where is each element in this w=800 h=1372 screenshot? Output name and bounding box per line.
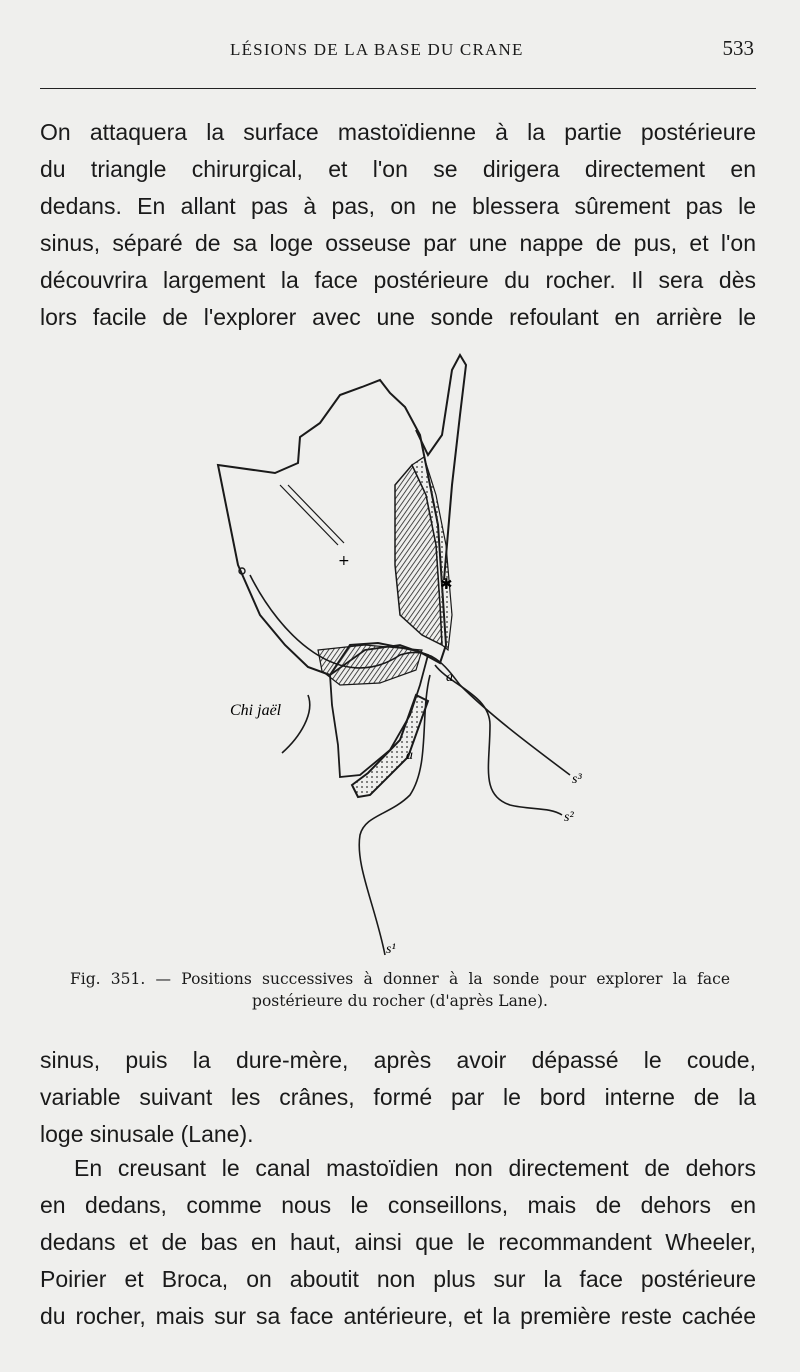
text-line: lors facile de l'explorer avec une sonde refoulant en arrière le: [40, 304, 756, 330]
figure-drawing: [190, 345, 620, 965]
cross-label: +: [338, 553, 350, 569]
paragraph-1: [40, 114, 756, 336]
cross-line: [280, 485, 338, 545]
paragraph-3: [40, 1150, 756, 1335]
text-line: sinus, séparé de sa loge osseuse par une nappe de pus, et l'on: [40, 230, 756, 256]
shaded-cut: [318, 645, 422, 685]
running-title: LÉSIONS DE LA BASE DU CRANE: [230, 40, 524, 59]
label-s2: s²: [564, 810, 574, 825]
text-line: dedans et de bas en haut, ainsi que le recommandent Wheeler,: [40, 1229, 756, 1255]
text-line: En creusant le canal mastoïdien non directement de dehors: [74, 1155, 756, 1181]
text-line: On attaquera la surface mastoïdienne à la partie postérieure: [40, 119, 756, 145]
text-line: variable suivant les crânes, formé par le bord interne de la: [40, 1084, 756, 1110]
anatomical-figure: [190, 345, 620, 965]
caption-line: postérieure du rocher (d'après Lane).: [252, 992, 548, 1010]
text-line: du rocher, mais sur sa face antérieure, et la première reste cachée: [40, 1303, 756, 1329]
text-line: en dedans, comme nous le conseillons, mais de dehors en: [40, 1192, 756, 1218]
cross-line: [288, 485, 344, 543]
figure-caption: [70, 968, 730, 1012]
header-rule: [40, 88, 756, 89]
caption-line: Fig. 351. — Positions successives à donner à la sonde pour explorer la face: [70, 970, 730, 988]
text-line: Poirier et Broca, on aboutit non plus sur la face postérieure: [40, 1266, 756, 1292]
signature: Chi jaël: [230, 702, 282, 719]
star-label: ✱: [440, 575, 453, 593]
text-line: dedans. En allant pas à pas, on ne blessera sûrement pas le: [40, 193, 756, 219]
paragraph-2: [40, 1042, 756, 1153]
label-a-low: a: [406, 748, 413, 763]
page-header: [40, 36, 756, 66]
page-number: 533: [722, 36, 754, 60]
text-line: sinus, puis la dure-mère, après avoir dépassé le coude,: [40, 1047, 756, 1073]
text-line: du triangle chirurgical, et l'on se dirigera directement en: [40, 156, 756, 182]
probe-s2: [435, 665, 562, 815]
signature-flourish: [282, 695, 310, 753]
text-line: découvrira largement la face postérieure du rocher. Il sera dès: [40, 267, 756, 293]
label-a-top: a: [446, 670, 453, 685]
text-line: loge sinusale (Lane).: [40, 1121, 254, 1147]
label-s1: s¹: [386, 942, 396, 957]
label-s3: s³: [572, 772, 582, 787]
